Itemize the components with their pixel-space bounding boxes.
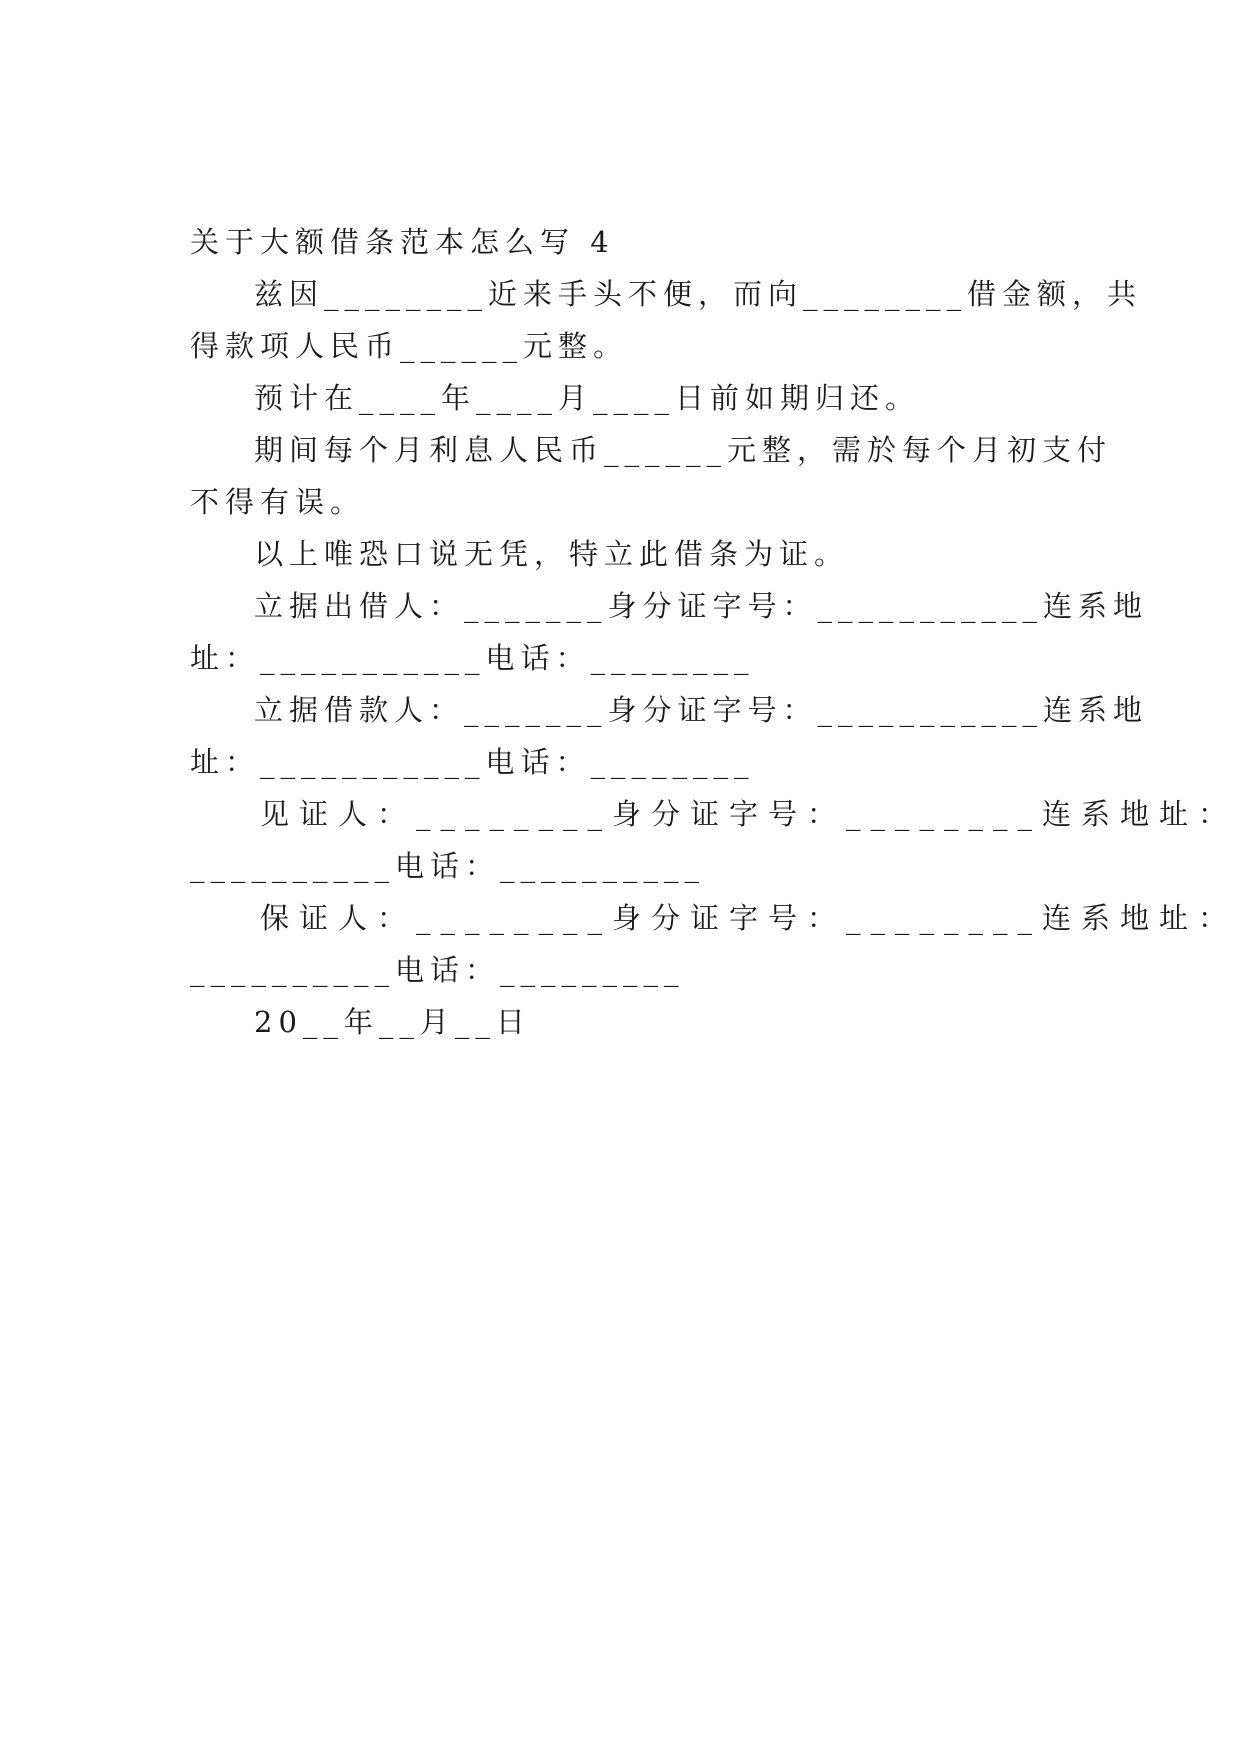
borrower-info-line-2: 址：___________电话：________: [190, 745, 755, 779]
witness-info-line-1: 见证人：________身分证字号：________连系地址：: [260, 797, 1238, 831]
paragraph-repayment-date: 预计在____年____月____日前如期归还。: [254, 381, 921, 415]
paragraph-reason-line-1: 兹因________近来手头不便，而向________借金额，共: [254, 277, 1143, 311]
lender-info-line-1: 立据出借人：_______身分证字号：___________连系地: [254, 589, 1149, 623]
witness-info-line-2: __________电话：__________: [190, 849, 706, 883]
paragraph-reason-line-2: 得款项人民币______元整。: [190, 329, 629, 363]
lender-info-line-2: 址：___________电话：________: [190, 641, 755, 675]
paragraph-interest-line-2: 不得有误。: [190, 485, 366, 519]
guarantor-info-line-2: __________电话：_________: [190, 953, 685, 987]
guarantor-info-line-1: 保证人：________身分证字号：________连系地址：: [260, 901, 1238, 935]
signing-date: 20__年__月__日: [254, 1005, 531, 1039]
document-title: 关于大额借条范本怎么写 4: [190, 225, 615, 259]
paragraph-interest-line-1: 期间每个月利息人民币______元整，需於每个月初支付: [254, 433, 1113, 467]
borrower-info-line-1: 立据借款人：_______身分证字号：___________连系地: [254, 693, 1149, 727]
paragraph-declaration: 以上唯恐口说无凭，特立此借条为证。: [254, 537, 850, 571]
